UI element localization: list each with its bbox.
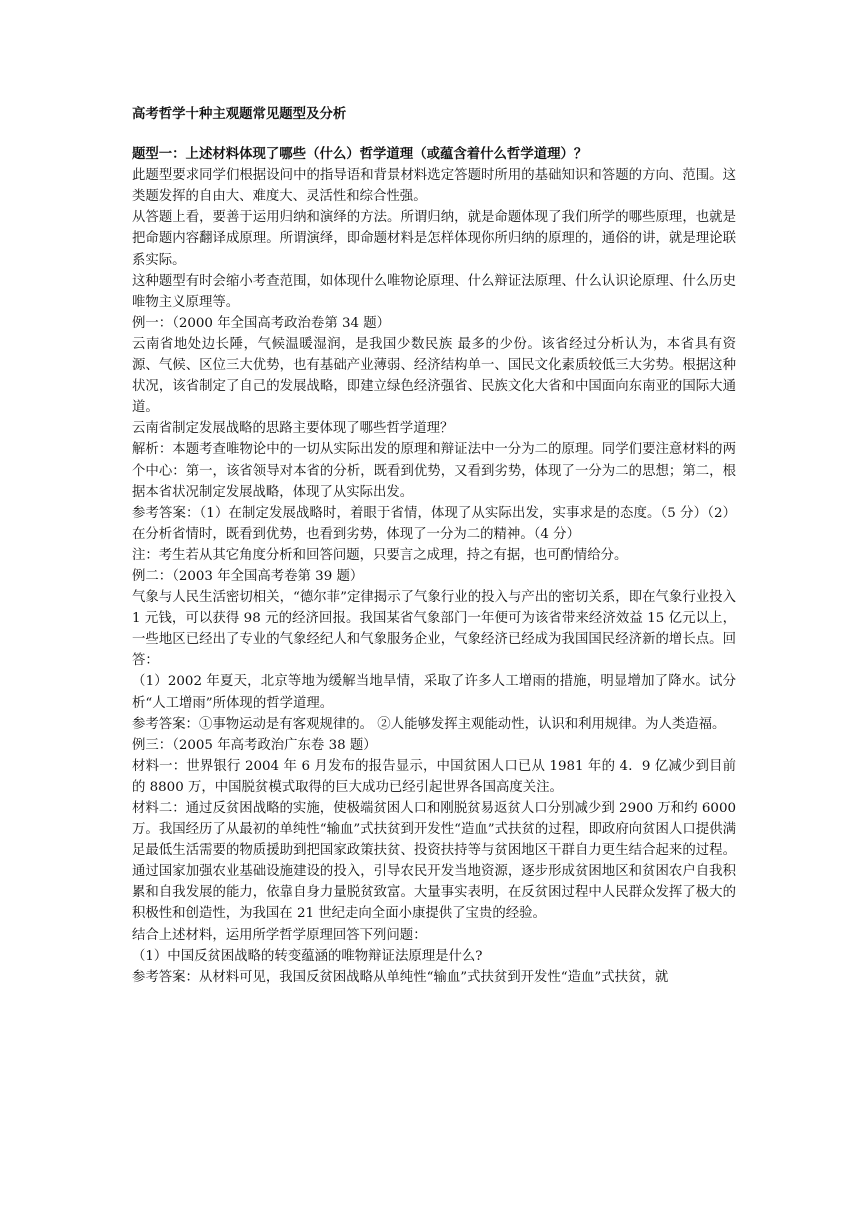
paragraph: 此题型要求同学们根据设问中的指导语和背景材料选定答题时所用的基础知识和答题的方向、范围。这类题发挥的自由大、难度大、灵活性和综合性强。 [132, 168, 736, 205]
question: （1）中国反贫困战略的转变蕴涵的唯物辩证法原理是什么? [132, 948, 483, 964]
note: 注：考生若从其它角度分析和回答问题，只要言之成理，持之有据，也可酌情给分。 [132, 547, 628, 563]
analysis: 解析：本题考查唯物论中的一切从实际出发的原理和辩证法中一分为二的原理。同学们要注意材料的两个中心：第一，该省领导对本省的分析，既看到优势，又看到劣势，体现了一分为二的思想；第二，根据本省状况制定发展战略，体现了从实际出发。 [132, 442, 736, 500]
spacer [132, 125, 736, 144]
example-heading: 例一：（2000 年全国高考政治卷第 34 题） [132, 315, 391, 331]
paragraph: 气象与人民生活密切相关，“德尔菲”定律揭示了气象行业的投入与产出的密切关系，即在气象行业投入 1 元钱，可以获得 98 元的经济回报。我国某省气象部门一年便可为该省带来经济效益 15 亿元以上，一些地区已经出了专业的气象经纪人和气象服务企业，气象经济已经成为我国国民经济新的增长点。回答： [132, 590, 736, 669]
example-heading: 例三：（2005 年高考政治广东卷 38 题） [132, 737, 377, 753]
reference-answer: 参考答案：从材料可见，我国反贫困战略从单纯性“输血”式扶贫到开发性“造血”式扶贫，就 [132, 969, 669, 985]
document-page [132, 104, 736, 988]
reference-answer: 参考答案：①事物运动是有客观规律的。 ②人能够发挥主观能动性，认识和利用规律。为人类造福。 [132, 716, 726, 732]
reference-answer: 参考答案：（1）在制定发展战略时，着眼于省情，体现了从实际出发，实事求是的态度。（5 分）（2）在分析省情时，既看到优势，也看到劣势，体现了一分为二的精神。（4 分） [132, 505, 736, 542]
section-heading: 题型一：上述材料体现了哪些（什么）哲学道理（或蕴含着什么哲学道理）？ [132, 146, 588, 163]
document-title: 高考哲学十种主观题常见题型及分析 [132, 106, 347, 122]
paragraph: 从答题上看，要善于运用归纳和演绎的方法。所谓归纳，就是命题体现了我们所学的哪些原理，也就是把命题内容翻译成原理。所谓演绎，即命题材料是怎样体现你所归纳的原理的，通俗的讲，就是理论联系实际。 [132, 210, 736, 268]
instruction: 结合上述材料，运用所学哲学原理回答下列问题： [132, 927, 427, 943]
paragraph: 这种题型有时会缩小考查范围，如体现什么唯物论原理、什么辩证法原理、什么认识论原理、什么历史唯物主义原理等。 [132, 273, 736, 310]
question: 云南省制定发展战略的思路主要体现了哪些哲学道理？ [132, 421, 454, 437]
question: （1）2002 年夏天，北京等地为缓解当地旱情，采取了许多人工增雨的措施，明显增加了降水。试分析“人工增雨”所体现的哲学道理。 [132, 674, 736, 711]
material: 材料二：通过反贫困战略的实施，使极端贫困人口和刚脱贫易返贫人口分别减少到 2900 万和约 6000 万。我国经历了从最初的单纯性“输血”式扶贫到开发性“造血”式扶贫的过程，即政府向贫困人口提供满足最低生活需要的物质援助到把国家政策扶贫、投资扶持等与贫困地区干群自力更生结合起来的过程。通过国家加强农业基础设施建设的投入，引导农民开发当地资源，逐步形成贫困地区和贫困农户自我积累和自我发展的能力，依靠自身力量脱贫致富。大量事实表明，在反贫困过程中人民群众发挥了极大的积极性和创造性，为我国在 21 世纪走向全面小康提供了宝贵的经验。 [132, 801, 736, 922]
paragraph: 云南省地处边长陲，气候温暖湿润，是我国少数民族 最多的少份。该省经过分析认为，本省具有资源、气候、区位三大优势，也有基础产业薄弱、经济结构单一、国民文化素质较低三大劣势。根据这种状况，该省制定了自己的发展战略，即建立绿色经济强省、民族文化大省和中国面向东南亚的国际大通道。 [132, 336, 736, 416]
material: 材料一：世界银行 2004 年 6 月发布的报告显示，中国贫困人口已从 1981 年的 4．9 亿减少到目前的 8800 万，中国脱贫模式取得的巨大成功已经引起世界各国高度关注。 [132, 758, 736, 795]
example-heading: 例二：（2003 年全国高考卷第 39 题） [132, 568, 364, 584]
